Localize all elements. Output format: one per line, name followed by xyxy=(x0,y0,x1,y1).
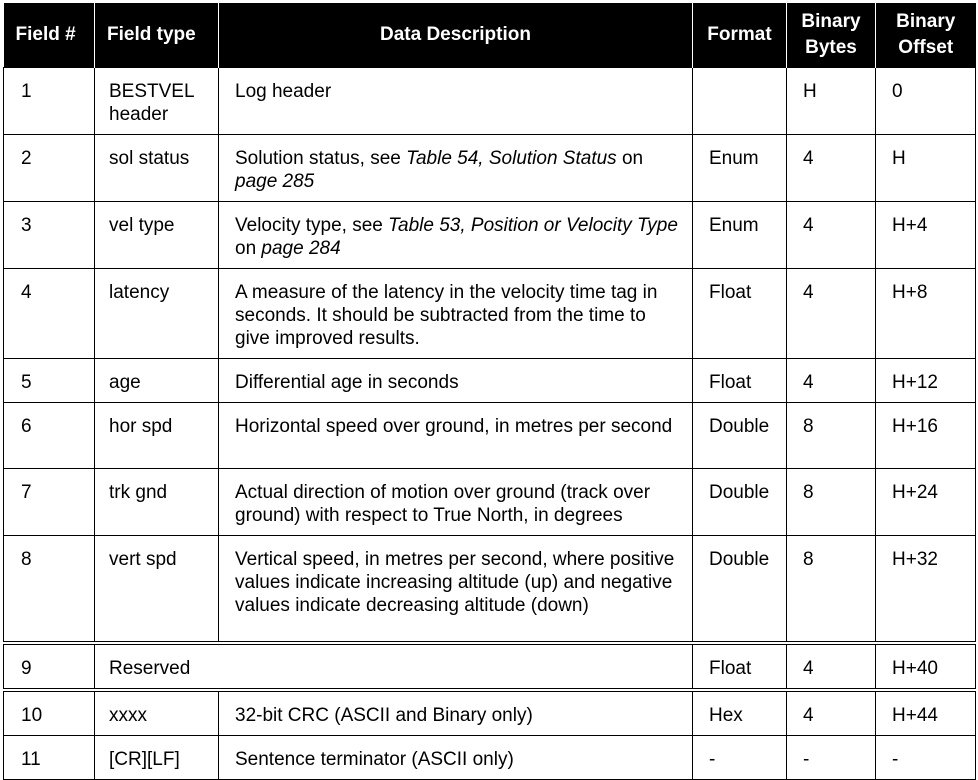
cell-field-type: age xyxy=(95,358,219,402)
cell-binary-offset: H+40 xyxy=(876,643,976,690)
header-field-type: Field type xyxy=(95,3,219,67)
cell-field-num: 9 xyxy=(4,643,95,690)
header-binary-bytes-line1: Binary xyxy=(801,10,861,32)
cell-format: Double xyxy=(693,535,787,643)
desc-text: Velocity type, see xyxy=(235,214,389,236)
cell-binary-bytes: 4 xyxy=(787,643,876,690)
desc-text: on xyxy=(235,237,262,259)
cell-binary-bytes: 4 xyxy=(787,268,876,358)
cell-binary-bytes: 4 xyxy=(787,690,876,736)
cell-field-type: hor spd xyxy=(95,402,219,468)
cell-field-num: 11 xyxy=(4,736,95,780)
cell-binary-bytes: 8 xyxy=(787,535,876,643)
cell-field-type: sol status xyxy=(95,134,219,201)
cell-binary-offset: H+8 xyxy=(876,268,976,358)
cell-binary-bytes: 4 xyxy=(787,358,876,402)
cell-format: Float xyxy=(693,268,787,358)
cell-binary-offset: H+4 xyxy=(876,201,976,268)
header-binary-bytes-line2: Bytes xyxy=(805,36,857,58)
cell-binary-offset: 0 xyxy=(876,67,976,134)
cell-description: 32-bit CRC (ASCII and Binary only) xyxy=(219,690,693,736)
cell-field-type: trk gnd xyxy=(95,468,219,535)
cell-field-type: Reserved xyxy=(95,643,693,690)
cell-binary-bytes: 8 xyxy=(787,468,876,535)
cell-description xyxy=(219,134,693,201)
cell-binary-offset: - xyxy=(876,736,976,780)
cell-field-type: vert spd xyxy=(95,535,219,643)
cell-format xyxy=(693,67,787,134)
table-row xyxy=(4,268,976,358)
cell-binary-bytes: 8 xyxy=(787,402,876,468)
cell-binary-offset: H xyxy=(876,134,976,201)
header-binary-offset xyxy=(876,3,976,67)
cell-field-num: 8 xyxy=(4,535,95,643)
table-row xyxy=(4,134,976,201)
table-row xyxy=(4,358,976,402)
table-reference-link[interactable]: Table 53, Position or Velocity Type xyxy=(388,214,678,236)
table-row xyxy=(4,643,976,690)
cell-description: Log header xyxy=(219,67,693,134)
cell-binary-offset: H+32 xyxy=(876,535,976,643)
cell-field-num: 10 xyxy=(4,690,95,736)
cell-description: Vertical speed, in metres per second, where positive values indicate increasing altitude (up) and negative values indicate decreasing altitude (down) xyxy=(219,535,693,643)
cell-field-type: vel type xyxy=(95,201,219,268)
cell-field-type: BESTVEL header xyxy=(95,67,219,134)
cell-field-num: 3 xyxy=(4,201,95,268)
cell-field-type: xxxx xyxy=(95,690,219,736)
page-reference-link[interactable]: page 285 xyxy=(235,170,315,192)
cell-description: A measure of the latency in the velocity time tag in seconds. It should be subtracted from the time to give improved results. xyxy=(219,268,693,358)
cell-binary-bytes: - xyxy=(787,736,876,780)
cell-description: Differential age in seconds xyxy=(219,358,693,402)
cell-format: Float xyxy=(693,358,787,402)
cell-field-type: latency xyxy=(95,268,219,358)
cell-binary-bytes: 4 xyxy=(787,201,876,268)
cell-format: Float xyxy=(693,643,787,690)
table-row xyxy=(4,67,976,134)
table-row xyxy=(4,201,976,268)
cell-binary-offset: H+24 xyxy=(876,468,976,535)
cell-format: Hex xyxy=(693,690,787,736)
table-row xyxy=(4,736,976,780)
header-binary-offset-line1: Binary xyxy=(896,10,956,32)
desc-text: on xyxy=(616,147,644,169)
header-binary-offset-line2: Offset xyxy=(898,36,954,58)
cell-binary-offset: H+44 xyxy=(876,690,976,736)
cell-field-num: 1 xyxy=(4,67,95,134)
cell-binary-bytes: 4 xyxy=(787,134,876,201)
table-row xyxy=(4,690,976,736)
cell-field-num: 6 xyxy=(4,402,95,468)
table-row xyxy=(4,402,976,468)
cell-field-num: 4 xyxy=(4,268,95,358)
cell-field-num: 2 xyxy=(4,134,95,201)
cell-format: Double xyxy=(693,402,787,468)
cell-description: Horizontal speed over ground, in metres per second xyxy=(219,402,693,468)
cell-field-num: 7 xyxy=(4,468,95,535)
cell-binary-offset: H+16 xyxy=(876,402,976,468)
cell-format: Double xyxy=(693,468,787,535)
cell-format: - xyxy=(693,736,787,780)
page-reference-link[interactable]: page 284 xyxy=(261,237,341,259)
header-format: Format xyxy=(693,3,787,67)
cell-binary-bytes: H xyxy=(787,67,876,134)
table-row xyxy=(4,468,976,535)
header-field-num: Field # xyxy=(4,3,95,67)
cell-format: Enum xyxy=(693,134,787,201)
bestvel-log-table-container xyxy=(3,3,975,780)
cell-field-num: 5 xyxy=(4,358,95,402)
cell-format: Enum xyxy=(693,201,787,268)
header-binary-bytes xyxy=(787,3,876,67)
cell-binary-offset: H+12 xyxy=(876,358,976,402)
table-reference-link[interactable]: Table 54, Solution Status xyxy=(406,147,617,169)
cell-description: Sentence terminator (ASCII only) xyxy=(219,736,693,780)
cell-description xyxy=(219,201,693,268)
table-row xyxy=(4,535,976,643)
bestvel-log-table xyxy=(3,3,976,780)
header-description: Data Description xyxy=(219,3,693,67)
table-header-row xyxy=(4,3,976,67)
cell-description: Actual direction of motion over ground (track over ground) with respect to True North, in degrees xyxy=(219,468,693,535)
desc-text: Solution status, see xyxy=(235,147,407,169)
cell-field-type: [CR][LF] xyxy=(95,736,219,780)
